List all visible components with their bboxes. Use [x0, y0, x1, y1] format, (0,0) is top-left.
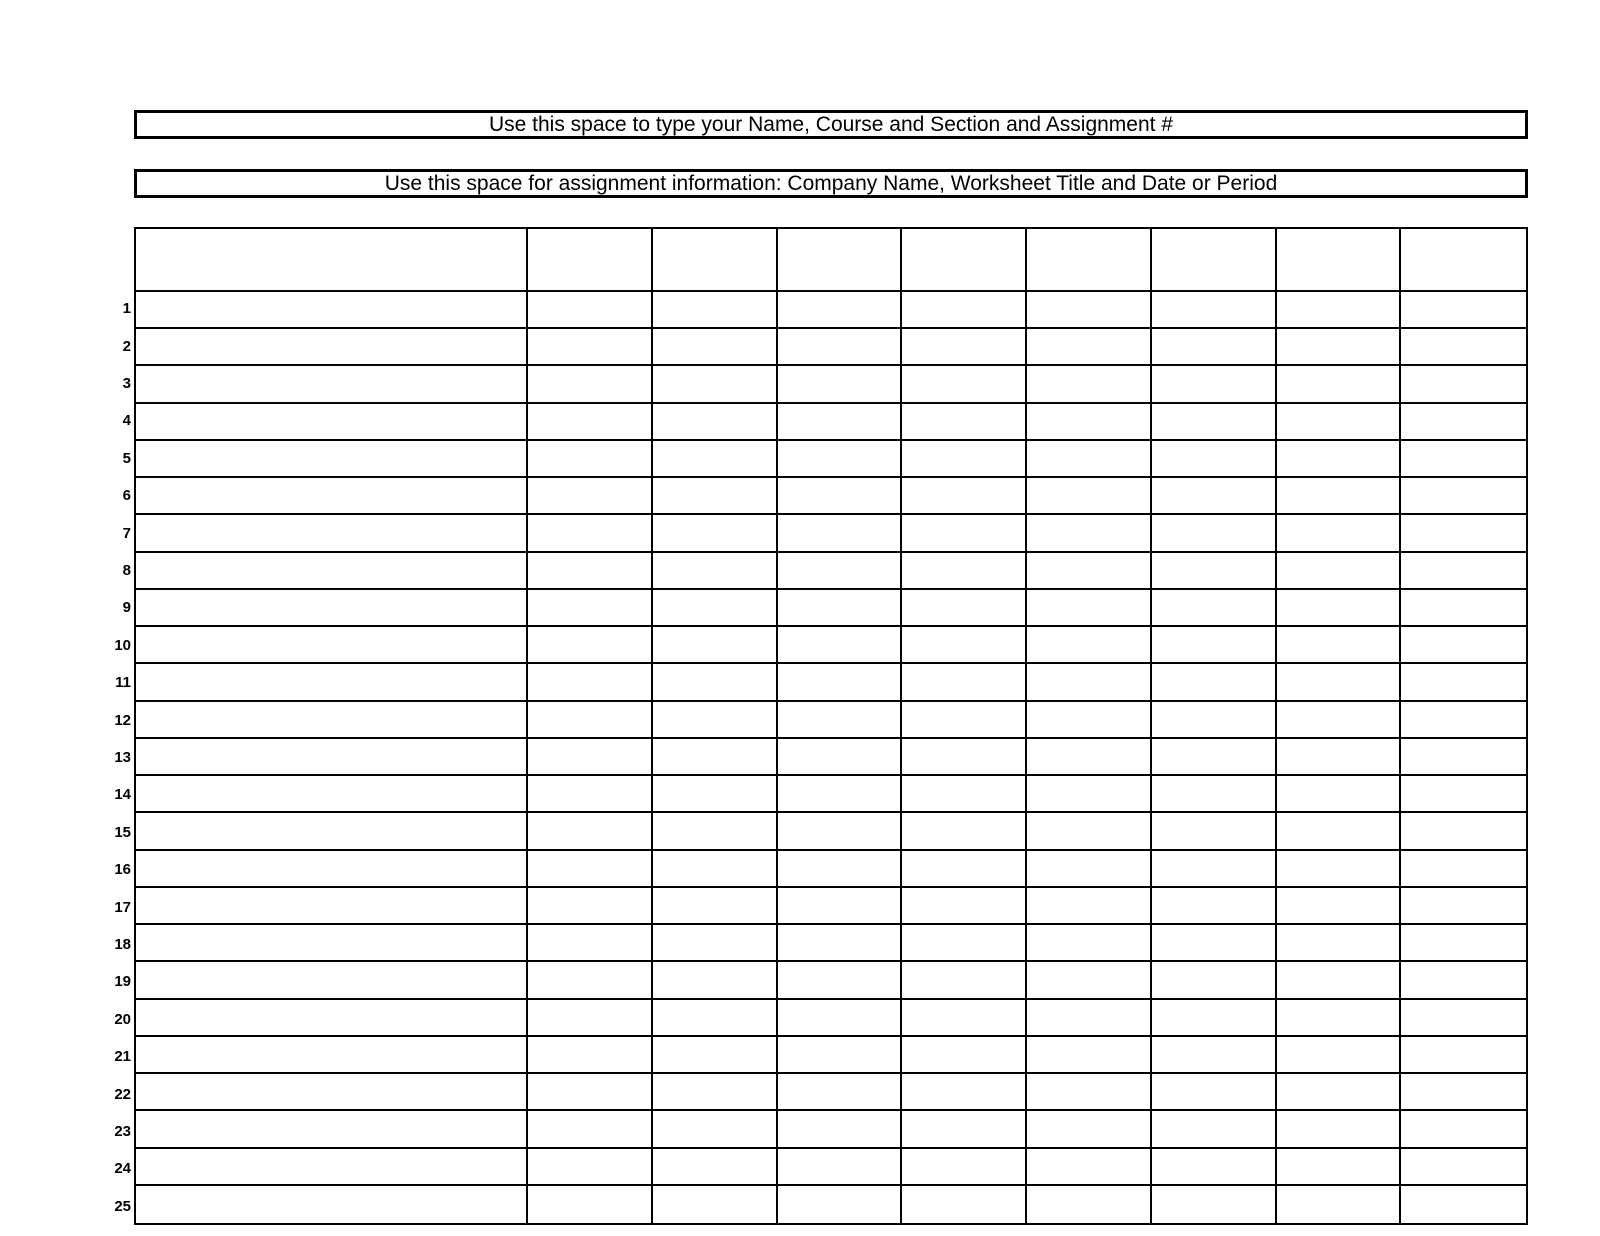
table-cell[interactable]	[778, 515, 903, 552]
table-cell[interactable]	[1027, 366, 1152, 403]
table-cell[interactable]	[528, 329, 653, 366]
table-cell[interactable]	[528, 776, 653, 813]
description-cell[interactable]	[136, 851, 528, 888]
row-number: 23	[114, 1122, 131, 1140]
table-cell[interactable]	[902, 813, 1027, 850]
description-cell[interactable]	[136, 739, 528, 776]
table-cell[interactable]	[1027, 851, 1152, 888]
table-cell[interactable]	[778, 888, 903, 925]
table-cell[interactable]	[778, 478, 903, 515]
table-cell[interactable]	[902, 404, 1027, 441]
table-cell[interactable]	[528, 664, 653, 701]
header-cell[interactable]	[528, 229, 653, 292]
table-cell[interactable]	[1401, 329, 1526, 366]
header-cell[interactable]	[778, 229, 903, 292]
table-cell[interactable]	[528, 478, 653, 515]
table-cell[interactable]	[1152, 478, 1277, 515]
table-cell[interactable]	[902, 515, 1027, 552]
table-cell[interactable]	[778, 553, 903, 590]
table-cell[interactable]	[1401, 478, 1526, 515]
table-cell[interactable]	[1401, 702, 1526, 739]
description-cell[interactable]	[136, 478, 528, 515]
table-cell[interactable]	[1277, 329, 1402, 366]
table-cell[interactable]	[1027, 776, 1152, 813]
table-cell[interactable]	[528, 553, 653, 590]
table-cell[interactable]	[1401, 590, 1526, 627]
table-cell[interactable]	[653, 702, 778, 739]
table-cell[interactable]	[1152, 366, 1277, 403]
table-cell[interactable]	[528, 962, 653, 999]
table-cell[interactable]	[1152, 292, 1277, 329]
table-cell[interactable]	[902, 1149, 1027, 1186]
table-cell[interactable]	[902, 1037, 1027, 1074]
table-cell[interactable]	[1152, 813, 1277, 850]
row-number: 17	[114, 898, 131, 916]
table-cell[interactable]	[1277, 515, 1402, 552]
table-cell[interactable]	[1027, 1111, 1152, 1148]
table-cell[interactable]	[653, 888, 778, 925]
table-cell[interactable]	[778, 702, 903, 739]
table-cell[interactable]	[1401, 515, 1526, 552]
table-cell[interactable]	[778, 664, 903, 701]
description-cell[interactable]	[136, 441, 528, 478]
table-cell[interactable]	[902, 366, 1027, 403]
table-cell[interactable]	[902, 664, 1027, 701]
table-cell[interactable]	[1277, 813, 1402, 850]
table-cell[interactable]	[1152, 553, 1277, 590]
table-cell[interactable]	[653, 404, 778, 441]
table-cell[interactable]	[1027, 664, 1152, 701]
table-cell[interactable]	[1027, 515, 1152, 552]
row-number: 2	[122, 337, 131, 355]
table-cell[interactable]	[1027, 1149, 1152, 1186]
table-cell[interactable]	[778, 627, 903, 664]
table-cell[interactable]	[1152, 627, 1277, 664]
header-cell[interactable]	[653, 229, 778, 292]
header-cell[interactable]	[1277, 229, 1402, 292]
table-cell[interactable]	[528, 627, 653, 664]
table-cell[interactable]	[1277, 553, 1402, 590]
row-number: 19	[114, 973, 131, 991]
row-number: 20	[114, 1010, 131, 1028]
table-cell[interactable]	[1152, 888, 1277, 925]
table-cell[interactable]	[1027, 813, 1152, 850]
table-cell[interactable]	[902, 478, 1027, 515]
row-number: 18	[114, 935, 131, 953]
table-cell[interactable]	[902, 553, 1027, 590]
table-cell[interactable]	[653, 851, 778, 888]
table-cell[interactable]	[1152, 739, 1277, 776]
row-number: 8	[122, 561, 131, 579]
table-cell[interactable]	[778, 366, 903, 403]
table-cell[interactable]	[653, 366, 778, 403]
table-cell[interactable]	[653, 1149, 778, 1186]
row-number: 1	[122, 300, 131, 318]
table-cell[interactable]	[1277, 1111, 1402, 1148]
table-cell[interactable]	[1152, 515, 1277, 552]
row-number: 24	[114, 1160, 131, 1178]
table-cell[interactable]	[778, 1186, 903, 1223]
table-cell[interactable]	[528, 590, 653, 627]
table-cell[interactable]	[902, 1111, 1027, 1148]
table-cell[interactable]	[1277, 627, 1402, 664]
table-cell[interactable]	[528, 813, 653, 850]
table-cell[interactable]	[1152, 1037, 1277, 1074]
table-cell[interactable]	[653, 1000, 778, 1037]
description-cell[interactable]	[136, 404, 528, 441]
table-cell[interactable]	[528, 1037, 653, 1074]
table-cell[interactable]	[1401, 553, 1526, 590]
table-cell[interactable]	[653, 664, 778, 701]
table-cell[interactable]	[1401, 404, 1526, 441]
row-number: 25	[114, 1197, 131, 1215]
table-cell[interactable]	[1401, 1149, 1526, 1186]
row-number: 16	[114, 861, 131, 879]
table-cell[interactable]	[1401, 1074, 1526, 1111]
table-cell[interactable]	[1277, 1037, 1402, 1074]
table-cell[interactable]	[1401, 776, 1526, 813]
table-cell[interactable]	[1027, 292, 1152, 329]
table-cell[interactable]	[902, 851, 1027, 888]
table-cell[interactable]	[778, 590, 903, 627]
header-cell[interactable]	[1401, 229, 1526, 292]
table-cell[interactable]	[902, 925, 1027, 962]
table-cell[interactable]	[778, 1111, 903, 1148]
description-cell[interactable]	[136, 702, 528, 739]
table-cell[interactable]	[528, 925, 653, 962]
table-cell[interactable]	[778, 925, 903, 962]
table-cell[interactable]	[902, 1000, 1027, 1037]
table-cell[interactable]	[1401, 664, 1526, 701]
table-cell[interactable]	[653, 1037, 778, 1074]
table-cell[interactable]	[902, 888, 1027, 925]
row-number: 4	[122, 412, 131, 430]
description-cell[interactable]	[136, 553, 528, 590]
header-cell[interactable]	[1027, 229, 1152, 292]
table-cell[interactable]	[1401, 925, 1526, 962]
table-cell[interactable]	[1152, 851, 1277, 888]
description-cell[interactable]	[136, 962, 528, 999]
table-cell[interactable]	[1027, 702, 1152, 739]
table-cell[interactable]	[1401, 1037, 1526, 1074]
description-cell[interactable]	[136, 1074, 528, 1111]
header-cell[interactable]	[902, 229, 1027, 292]
description-cell[interactable]	[136, 664, 528, 701]
table-cell[interactable]	[1027, 478, 1152, 515]
table-cell[interactable]	[1277, 851, 1402, 888]
table-cell[interactable]	[1277, 962, 1402, 999]
table-cell[interactable]	[1152, 1186, 1277, 1223]
table-cell[interactable]	[653, 292, 778, 329]
row-number: 7	[122, 524, 131, 542]
table-cell[interactable]	[528, 702, 653, 739]
table-cell[interactable]	[653, 739, 778, 776]
description-cell[interactable]	[136, 515, 528, 552]
table-cell[interactable]	[902, 590, 1027, 627]
table-cell[interactable]	[653, 441, 778, 478]
table-cell[interactable]	[1401, 1186, 1526, 1223]
table-cell[interactable]	[778, 1149, 903, 1186]
description-cell[interactable]	[136, 329, 528, 366]
table-cell[interactable]	[528, 1000, 653, 1037]
description-cell[interactable]	[136, 776, 528, 813]
table-cell[interactable]	[1401, 962, 1526, 999]
table-cell[interactable]	[1152, 1149, 1277, 1186]
table-cell[interactable]	[653, 515, 778, 552]
table-cell[interactable]	[1152, 1111, 1277, 1148]
table-cell[interactable]	[1277, 1186, 1402, 1223]
table-cell[interactable]	[1027, 404, 1152, 441]
row-number: 21	[114, 1048, 131, 1066]
table-cell[interactable]	[778, 1000, 903, 1037]
table-cell[interactable]	[778, 813, 903, 850]
table-cell[interactable]	[1027, 590, 1152, 627]
table-cell[interactable]	[528, 404, 653, 441]
table-cell[interactable]	[653, 627, 778, 664]
table-cell[interactable]	[653, 478, 778, 515]
table-cell[interactable]	[653, 329, 778, 366]
description-cell[interactable]	[136, 627, 528, 664]
header-cell-description[interactable]	[136, 229, 528, 292]
table-cell[interactable]	[1027, 962, 1152, 999]
row-number: 12	[114, 711, 131, 729]
table-cell[interactable]	[1027, 1074, 1152, 1111]
description-cell[interactable]	[136, 813, 528, 850]
row-number: 5	[122, 449, 131, 467]
table-cell[interactable]	[902, 739, 1027, 776]
table-cell[interactable]	[778, 404, 903, 441]
table-cell[interactable]	[1277, 441, 1402, 478]
table-cell[interactable]	[1277, 702, 1402, 739]
table-cell[interactable]	[778, 292, 903, 329]
table-cell[interactable]	[528, 441, 653, 478]
table-cell[interactable]	[653, 813, 778, 850]
description-cell[interactable]	[136, 1111, 528, 1148]
table-cell[interactable]	[778, 851, 903, 888]
table-cell[interactable]	[1152, 441, 1277, 478]
table-cell[interactable]	[778, 1037, 903, 1074]
name-course-section-box[interactable]	[134, 110, 1528, 139]
table-cell[interactable]	[902, 329, 1027, 366]
table-cell[interactable]	[1401, 851, 1526, 888]
table-cell[interactable]	[1277, 664, 1402, 701]
table-cell[interactable]	[1152, 776, 1277, 813]
table-cell[interactable]	[528, 1111, 653, 1148]
row-number: 14	[114, 786, 131, 804]
description-cell[interactable]	[136, 292, 528, 329]
table-cell[interactable]	[1152, 925, 1277, 962]
table-cell[interactable]	[1277, 925, 1402, 962]
row-number: 9	[122, 599, 131, 617]
table-cell[interactable]	[902, 962, 1027, 999]
table-cell[interactable]	[1277, 478, 1402, 515]
table-cell[interactable]	[1401, 888, 1526, 925]
table-cell[interactable]	[1401, 292, 1526, 329]
table-cell[interactable]	[653, 553, 778, 590]
table-cell[interactable]	[1027, 329, 1152, 366]
table-cell[interactable]	[653, 1074, 778, 1111]
table-cell[interactable]	[1152, 590, 1277, 627]
table-cell[interactable]	[528, 888, 653, 925]
table-cell[interactable]	[528, 851, 653, 888]
table-cell[interactable]	[1027, 925, 1152, 962]
table-cell[interactable]	[1277, 776, 1402, 813]
description-cell[interactable]	[136, 888, 528, 925]
table-cell[interactable]	[653, 1111, 778, 1148]
table-cell[interactable]	[1277, 292, 1402, 329]
table-cell[interactable]	[1277, 1074, 1402, 1111]
table-cell[interactable]	[528, 739, 653, 776]
table-cell[interactable]	[1027, 1037, 1152, 1074]
table-cell[interactable]	[1401, 366, 1526, 403]
description-cell[interactable]	[136, 366, 528, 403]
table-cell[interactable]	[1152, 329, 1277, 366]
table-cell[interactable]	[1027, 1000, 1152, 1037]
name-course-section-text: Use this space to type your Name, Course and Section and Assignment #	[488, 113, 1174, 136]
assignment-info-box[interactable]	[134, 169, 1528, 198]
table-cell[interactable]	[778, 739, 903, 776]
table-cell[interactable]	[1277, 366, 1402, 403]
table-cell[interactable]	[528, 292, 653, 329]
table-cell[interactable]	[1277, 888, 1402, 925]
table-cell[interactable]	[1401, 441, 1526, 478]
table-cell[interactable]	[1277, 1000, 1402, 1037]
table-cell[interactable]	[902, 292, 1027, 329]
table-cell[interactable]	[902, 702, 1027, 739]
table-cell[interactable]	[778, 329, 903, 366]
table-cell[interactable]	[778, 1074, 903, 1111]
row-number: 3	[122, 374, 131, 392]
table-cell[interactable]	[528, 1149, 653, 1186]
row-number: 13	[114, 748, 131, 766]
table-cell[interactable]	[1152, 1074, 1277, 1111]
table-cell[interactable]	[528, 515, 653, 552]
table-cell[interactable]	[528, 1186, 653, 1223]
table-cell[interactable]	[1277, 739, 1402, 776]
table-cell[interactable]	[778, 776, 903, 813]
table-cell[interactable]	[1401, 813, 1526, 850]
description-cell[interactable]	[136, 1037, 528, 1074]
table-cell[interactable]	[902, 1074, 1027, 1111]
table-cell[interactable]	[1152, 664, 1277, 701]
table-cell[interactable]	[653, 1186, 778, 1223]
row-number: 15	[114, 823, 131, 841]
description-cell[interactable]	[136, 925, 528, 962]
row-number: 11	[115, 674, 131, 692]
table-cell[interactable]	[653, 776, 778, 813]
header-cell[interactable]	[1152, 229, 1277, 292]
table-cell[interactable]	[1401, 739, 1526, 776]
table-cell[interactable]	[1152, 962, 1277, 999]
description-cell[interactable]	[136, 590, 528, 627]
table-cell[interactable]	[1027, 888, 1152, 925]
table-cell[interactable]	[1027, 553, 1152, 590]
table-cell[interactable]	[902, 627, 1027, 664]
table-cell[interactable]	[778, 962, 903, 999]
row-number: 10	[114, 636, 131, 654]
description-cell[interactable]	[136, 1149, 528, 1186]
table-cell[interactable]	[902, 1186, 1027, 1223]
table-cell[interactable]	[1027, 441, 1152, 478]
table-cell[interactable]	[1152, 404, 1277, 441]
table-cell[interactable]	[1277, 590, 1402, 627]
table-cell[interactable]	[902, 776, 1027, 813]
table-cell[interactable]	[528, 366, 653, 403]
description-cell[interactable]	[136, 1186, 528, 1223]
table-cell[interactable]	[1277, 404, 1402, 441]
row-number-column	[100, 290, 132, 1225]
table-cell[interactable]	[1401, 1111, 1526, 1148]
table-cell[interactable]	[528, 1074, 653, 1111]
table-cell[interactable]	[1027, 627, 1152, 664]
table-cell[interactable]	[653, 925, 778, 962]
table-cell[interactable]	[1152, 702, 1277, 739]
table-cell[interactable]	[1027, 739, 1152, 776]
table-cell[interactable]	[1277, 1149, 1402, 1186]
worksheet-grid	[134, 227, 1528, 1225]
table-cell[interactable]	[1027, 1186, 1152, 1223]
table-cell[interactable]	[778, 441, 903, 478]
row-number: 22	[114, 1085, 131, 1103]
table-cell[interactable]	[902, 441, 1027, 478]
table-cell[interactable]	[1401, 1000, 1526, 1037]
table-cell[interactable]	[653, 962, 778, 999]
assignment-info-text: Use this space for assignment information: Company Name, Worksheet Title and Date or Period	[384, 172, 1278, 195]
table-cell[interactable]	[1401, 627, 1526, 664]
table-cell[interactable]	[1152, 1000, 1277, 1037]
row-number: 6	[122, 487, 131, 505]
description-cell[interactable]	[136, 1000, 528, 1037]
table-cell[interactable]	[653, 590, 778, 627]
